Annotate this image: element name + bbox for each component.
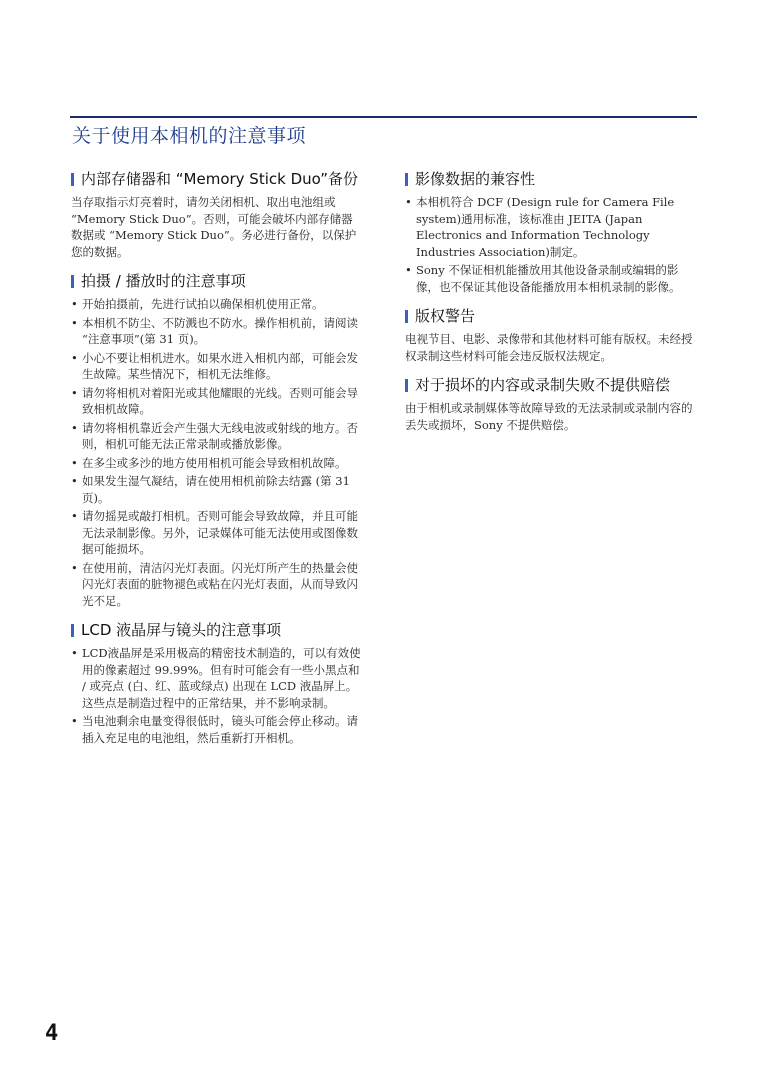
section-heading-text: 对于损坏的内容或录制失败不提供赔偿 <box>415 376 671 394</box>
title-rule <box>70 116 697 118</box>
section-heading <box>71 170 363 189</box>
list-item: • 当电池剩余电量变得很低时，镜头可能会停止移动。请插入充足电的电池组，然后重新打开相机。 <box>71 714 358 745</box>
section-heading-text: 内部存储器和 “Memory Stick Duo”备份 <box>81 170 359 188</box>
heading-marker <box>71 275 74 288</box>
list-item: • LCD液晶屏是采用极高的精密技术制造的，可以有效使用的像素超过 99.99%。但有时可能会有一些小黑点和 / 或亮点 (白、红、蓝或绿点) 出现在 LCD 液晶屏上。这些点是制造过程中的正常结果，并不影响录制。 <box>71 646 361 710</box>
section-copyright <box>405 307 697 364</box>
page-number: 4 <box>45 1021 59 1046</box>
section-heading <box>405 170 697 189</box>
list-item: • 请勿将相机靠近会产生强大无线电波或射线的地方。否则，相机可能无法正常录制或播放影像。 <box>71 420 358 451</box>
page-title: 关于使用本相机的注意事项 <box>72 125 307 147</box>
heading-marker <box>405 173 408 186</box>
list-item: • 在多尘或多沙的地方使用相机可能会导致相机故障。 <box>71 455 347 470</box>
section-paragraph: 电视节目、电影、录像带和其他材料可能有版权。未经授权录制这些材料可能会违反版权法规定。 <box>405 332 693 363</box>
section-heading-text: LCD 液晶屏与镜头的注意事项 <box>81 621 282 639</box>
bullet-list <box>71 296 363 609</box>
section-heading <box>71 272 363 291</box>
list-item: • 如果发生湿气凝结，请在使用相机前除去结露 (第 31 页)。 <box>71 474 350 505</box>
list-item: • 小心不要让相机进水。如果水进入相机内部，可能会发生故障。某些情况下，相机无法维修。 <box>71 350 358 381</box>
section-heading-text: 影像数据的兼容性 <box>415 170 536 188</box>
list-item: • 本相机不防尘、不防溅也不防水。操作相机前，请阅读 “注意事项”(第 31 页)。 <box>71 315 358 346</box>
list-item: • 请勿摇晃或敲打相机。否则可能会导致故障，并且可能无法录制影像。另外，记录媒体可能无法使用或图像数据可能损坏。 <box>71 509 358 556</box>
section-heading <box>405 376 697 395</box>
section-data-compatibility <box>405 170 697 295</box>
section-lcd-lens <box>71 621 363 746</box>
list-item: • 在使用前，清洁闪光灯表面。闪光灯所产生的热量会使闪光灯表面的脏物褪色或粘在闪光灯表面，从而导致闪光不足。 <box>71 560 358 608</box>
list-item: • 开始拍摄前，先进行试拍以确保相机使用正常。 <box>71 297 324 311</box>
list-item: • Sony 不保证相机能播放用其他设备录制或编辑的影像，也不保证其他设备能播放用本相机录制的影像。 <box>405 263 681 294</box>
section-no-compensation <box>405 376 697 433</box>
heading-marker <box>71 624 74 637</box>
section-paragraph: 由于相机或录制媒体等故障导致的无法录制或录制内容的丢失或损坏，Sony 不提供赔偿。 <box>405 401 693 432</box>
bullet-list <box>405 194 697 295</box>
heading-marker <box>405 310 408 323</box>
section-heading <box>405 307 697 326</box>
section-shooting-playback <box>71 272 363 609</box>
left-column <box>71 170 363 758</box>
section-paragraph: 当存取指示灯亮着时，请勿关闭相机、取出电池组或 “Memory Stick Duo”。否则，可能会破坏内部存储器数据或 “Memory Stick Duo”。务必进行备份，以保护您的数据。 <box>71 195 357 259</box>
section-heading-text: 版权警告 <box>415 307 476 325</box>
bullet-list <box>71 645 363 746</box>
heading-marker <box>405 379 408 392</box>
section-heading-text: 拍摄 / 播放时的注意事项 <box>81 272 246 290</box>
heading-marker <box>71 173 74 186</box>
list-item: • 本相机符合 DCF (Design rule for Camera File system)通用标准，该标准由 JEITA (Japan Electronics and Information Technology Industries Association)制定。 <box>405 195 675 259</box>
right-column <box>405 170 697 445</box>
section-heading <box>71 621 363 640</box>
list-item: • 请勿将相机对着阳光或其他耀眼的光线。否则可能会导致相机故障。 <box>71 385 358 416</box>
section-memory-backup <box>71 170 363 260</box>
